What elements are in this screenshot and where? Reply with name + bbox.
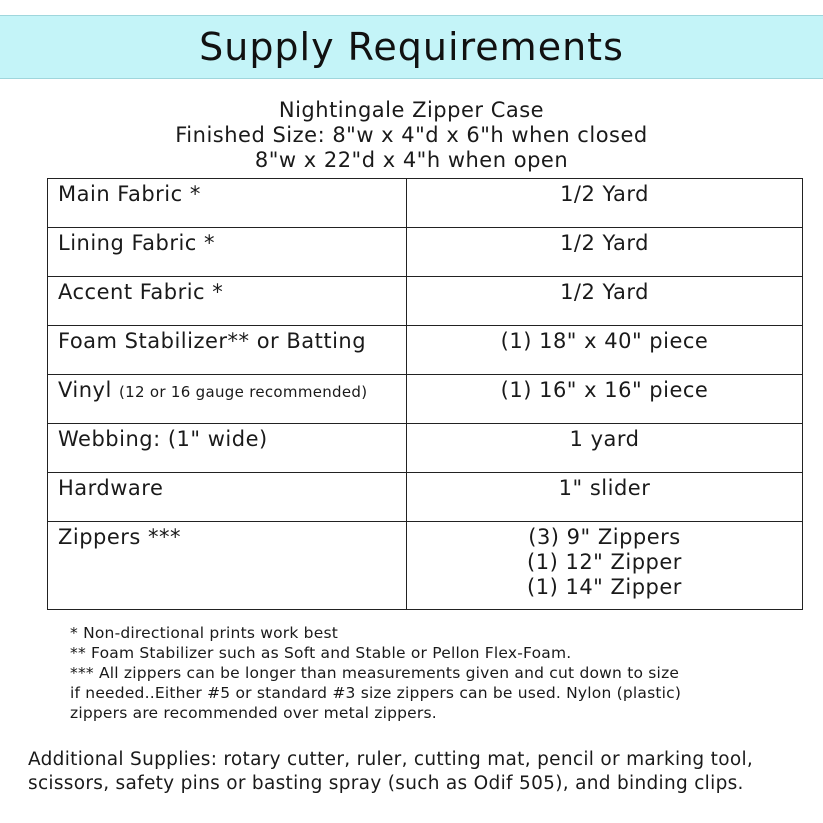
- footnote-line: ** Foam Stabilizer such as Soft and Stable or Pellon Flex-Foam.: [70, 644, 572, 662]
- additional-line: Additional Supplies: rotary cutter, ruler, cutting mat, pencil or marking tool,: [28, 749, 754, 770]
- table-row: [48, 522, 803, 610]
- table-row: [48, 375, 803, 424]
- table-row: [48, 424, 803, 473]
- qty-cell: [407, 179, 803, 228]
- table-row: [48, 179, 803, 228]
- qty-line: (3) 9" Zippers: [528, 525, 681, 549]
- qty-line: 1/2 Yard: [560, 182, 649, 206]
- finished-size-closed: Finished Size: 8"w x 4"d x 6"h when closed: [175, 123, 648, 147]
- qty-line: 1/2 Yard: [560, 280, 649, 304]
- qty-line: (1) 18" x 40" piece: [500, 329, 709, 353]
- footnote-line: if needed..Either #5 or standard #3 size zippers can be used. Nylon (plastic): [70, 684, 682, 702]
- qty-cell: [407, 473, 803, 522]
- qty-line: (1) 12" Zipper: [527, 550, 682, 574]
- qty-cell: [407, 375, 803, 424]
- footnote-line: * Non-directional prints work best: [70, 624, 339, 642]
- item-cell: Accent Fabric *: [48, 277, 407, 326]
- item-note: (12 or 16 gauge recommended): [119, 383, 368, 401]
- item-cell: [48, 375, 407, 424]
- table-row: [48, 277, 803, 326]
- additional-line: scissors, safety pins or basting spray (such as Odif 505), and binding clips.: [28, 773, 744, 794]
- table-row: [48, 326, 803, 375]
- qty-line: 1 yard: [569, 427, 640, 451]
- item-cell: Hardware: [48, 473, 407, 522]
- item-cell: Webbing: (1" wide): [48, 424, 407, 473]
- title-banner: [0, 15, 823, 79]
- qty-cell: [407, 424, 803, 473]
- project-header: [0, 98, 823, 173]
- footnotes: [70, 623, 810, 723]
- supply-table: [47, 178, 803, 610]
- item-cell: Main Fabric *: [48, 179, 407, 228]
- qty-line: 1" slider: [558, 476, 651, 500]
- additional-supplies: [28, 748, 818, 796]
- item-label: Vinyl: [58, 378, 112, 402]
- table-row: [48, 228, 803, 277]
- footnote-line: *** All zippers can be longer than measurements given and cut down to size: [70, 664, 680, 682]
- qty-cell: [407, 522, 803, 610]
- qty-line: (1) 16" x 16" piece: [500, 378, 709, 402]
- qty-cell: [407, 277, 803, 326]
- qty-cell: [407, 326, 803, 375]
- item-cell: Zippers ***: [48, 522, 407, 610]
- finished-size-open: 8"w x 22"d x 4"h when open: [254, 148, 569, 172]
- item-cell: Foam Stabilizer** or Batting: [48, 326, 407, 375]
- project-name: Nightingale Zipper Case: [278, 98, 545, 122]
- page-title: Supply Requirements: [199, 25, 624, 69]
- qty-line: 1/2 Yard: [560, 231, 649, 255]
- qty-cell: [407, 228, 803, 277]
- item-cell: Lining Fabric *: [48, 228, 407, 277]
- table-row: [48, 473, 803, 522]
- qty-line: (1) 14" Zipper: [527, 575, 682, 599]
- footnote-line: zippers are recommended over metal zippers.: [70, 704, 437, 722]
